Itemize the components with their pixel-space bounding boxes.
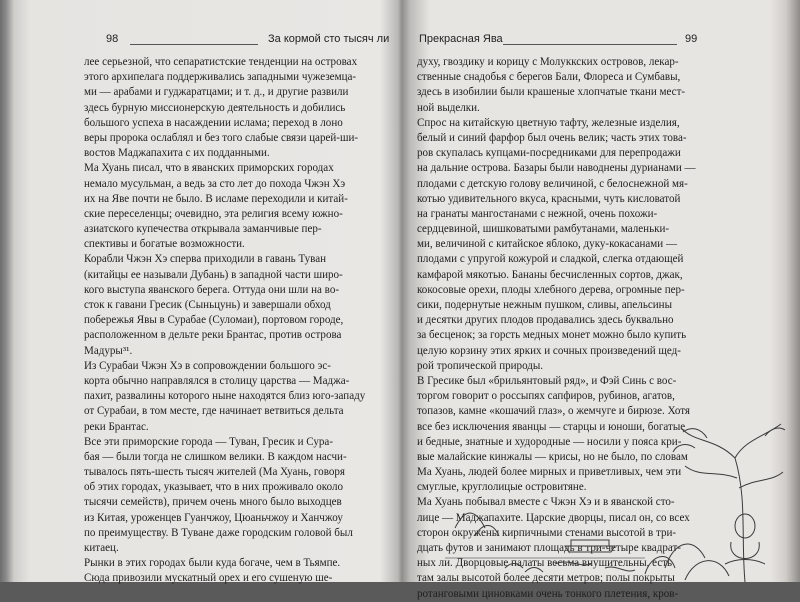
text-line: камфарой мякотью. Бананы бесчисленных сортов, джак, [417, 268, 683, 281]
text-line: спективы и богатые возможности. [84, 238, 245, 251]
text-line: торгом говорит о россыпях сапфиров, рубинов, агатов, [417, 390, 675, 403]
text-line: ных ли. Дворцовые палаты весьма внушительны, есть [417, 557, 673, 570]
text-line: по преимуществу. В Туване даже городским головой был [84, 526, 353, 539]
text-line: ственные снадобья с берегов Бали, Флореса и Сумбавы, [417, 71, 681, 84]
text-line: (китайцы ее называли Дубань) в западной части широ- [84, 268, 343, 281]
text-line: ми — арабами и гуджаратцами; и т. д., и другие развили [84, 86, 349, 99]
left-page-text [84, 55, 388, 587]
text-line: веры пророка ослаблял и без того слабые связи царей-ши- [84, 131, 359, 144]
text-line: за бесценок; за горсть медных монет можно было купить [417, 329, 687, 342]
text-line: Все эти приморские города — Туван, Гресик и Сура- [84, 435, 334, 448]
text-line: и бедные, знатные и худородные — носили у пояса кри- [417, 435, 682, 448]
text-line: пахит, развалины которого ныне находятся близ юго-западу [84, 390, 366, 403]
text-line: ские переселенцы; очевидно, эта религия всему южно- [84, 207, 343, 220]
text-line: азиатского купечества открывала заманчивые пер- [84, 223, 322, 236]
text-line: тывалось пять-шесть тысяч жителей (Ма Хуань, говоря [84, 466, 345, 479]
text-line: сток к гавани Гресик (Сыньцунь) и завершали обход [84, 299, 331, 311]
text-line: из Китая, уроженцев Гуанчжоу, Цюаньчжоу и Ханчжоу [84, 511, 343, 524]
text-line: ной выделки. [417, 101, 480, 114]
text-line: духу, гвоздику и корицу с Молуккских островов, лекар- [417, 56, 679, 68]
jungle-illustration [445, 418, 785, 582]
text-line: плодами с детскую голову величиной, с белоснежной мя- [417, 177, 688, 190]
text-line: кого выступа яванского берега. Оттуда они шли на во- [84, 283, 340, 296]
text-line: белый и синий фарфор был очень велик; часть этих това- [417, 131, 687, 144]
text-line: В Гресике был «брильянтовый ряд», и Фэй Синь с вос- [417, 374, 677, 387]
text-line: их на Яве почти не было. В исламе переходили и китай- [84, 192, 348, 205]
text-line: все без исключения яванцы — старцы и юноши, богатые [417, 420, 686, 433]
text-line: побережья Явы в Сурабае (Суломаи), портовом городе, [84, 314, 344, 327]
text-line: котью удивительного вкуса, красными, чуть кисловатой [417, 192, 681, 205]
text-line: немало мусульман, а ведь за сто лет до похода Чжэн Хэ [84, 177, 346, 190]
running-title: Прекрасная Ява [419, 33, 503, 45]
text-line: здесь в изобилии были крашеные хлопчатые ткани мест- [417, 86, 686, 99]
text-line: дцать футов и занимают площадь в три-четыре квадрат- [417, 542, 681, 554]
text-line: вые малайские кинжалы — крисы, но не было, по словам [417, 450, 688, 463]
text-line: сики, подернутые нежным пушком, сливы, апельсины [417, 299, 673, 311]
text-line: Корабли Чжэн Хэ сперва приходили в гавань Туван [84, 253, 327, 266]
text-line: этого архипелага поддерживались западными чужеземца- [84, 71, 357, 84]
text-line: китаец. [84, 542, 119, 554]
text-line: на гранаты мангостанами с нежной, очень похожи- [417, 207, 658, 220]
text-line: большого успеха в насаждении ислама; переход в лоно [84, 116, 343, 129]
text-line: Спрос на китайскую цветную тафту, железные изделия, [417, 116, 680, 129]
text-line: целую корзину этих ярких и сочных произведений щед- [417, 344, 681, 357]
text-line: здесь бурную миссионерскую деятельность и добились [84, 101, 346, 114]
text-line: там залы высотой более десяти метров; полы покрыты [417, 572, 675, 585]
running-title: За кормой сто тысяч ли [268, 33, 390, 45]
page-number: 98 [106, 33, 119, 45]
text-line: и десятки других плодов продавались здесь буквально [417, 314, 674, 327]
left-page [20, 0, 390, 585]
text-line: Из Сурабаи Чжэн Хэ в сопровождении большого эс- [84, 359, 331, 372]
text-line: плодами с упругой кожурой и сладкой, слегка отдающей [417, 253, 684, 266]
text-line: лее серьезной, что сепаратистские тенденции на островах [84, 56, 358, 68]
text-line: кокосовые орехи, плоды хлебного дерева, огромные пер- [417, 283, 685, 296]
text-line: тысячи семейств), причем очень много было выходцев [84, 496, 342, 509]
right-page [405, 0, 780, 600]
text-line: сердцевиной, шишковатыми рамбутанами, маленьки- [417, 223, 670, 236]
text-line: ров скупалась купцами-посредниками для перепродажи [417, 147, 681, 160]
text-line: Рынки в этих городах были куда богаче, чем в Тьямпе. [84, 557, 341, 570]
text-line: Сюда привозили мускатный орех и его сушеную ше- [84, 572, 333, 585]
text-line: топазов, камне «кошачий глаз», о жемчуге и бирюзе. Хотя [417, 405, 690, 418]
text-line: ми, величиной с китайское яблоко, дуку-кокасанами — [417, 238, 678, 251]
text-line: от Сурабаи, в том месте, где начинает ветвиться дельта [84, 405, 344, 418]
text-line: рой тропической природы. [417, 359, 544, 372]
header-rule [130, 44, 258, 45]
text-line: Ма Хуань побывал вместе с Чжэн Хэ и в яванской сто- [417, 496, 675, 509]
text-line: востов Маджапахита с их подданными. [84, 147, 270, 160]
text-line: реки Брантас. [84, 420, 149, 433]
page-number: 99 [685, 33, 698, 45]
text-line: корта обычно направлялся в столицу царства — Маджа- [84, 374, 350, 387]
text-line: Ма Хуань писал, что в яванских приморских городах [84, 162, 334, 175]
text-line: Мадуры³¹. [84, 344, 133, 357]
text-line: ротанговыми циновками очень тонкого плетения, кров- [417, 587, 679, 600]
text-line: Ма Хуань, людей более мирных и приветливых, чем эти [417, 466, 682, 479]
text-line: расположенном в дельте реки Брантас, против острова [84, 329, 342, 342]
header-rule [503, 44, 677, 45]
text-line: об этих городах, указывает, что в них проживало около [84, 481, 344, 494]
text-line: смуглые, круглолицые островитяне. [417, 481, 587, 494]
text-line: лице — Маджапахите. Царские дворцы, писал он, со всех [417, 511, 690, 524]
text-line: сторон окружены кирпичными стенами высотой в три- [417, 526, 677, 539]
text-line: на дальние острова. Базары были наводнены дурианами — [417, 162, 696, 175]
text-line: бая — были тогда не слишком велики. В каждом насчи- [84, 450, 347, 463]
